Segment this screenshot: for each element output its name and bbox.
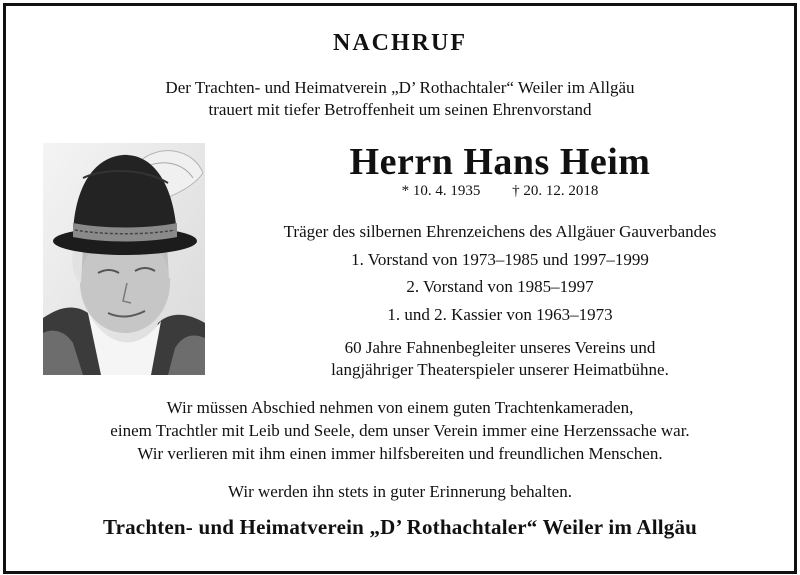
honor-line-3: 2. Vorstand von 1985–1997 — [406, 277, 594, 296]
tribute-line-2: einem Trachtler mit Leib und Seele, dem unser Verein immer eine Herzenssache war. — [110, 421, 690, 440]
honor-line-1: Träger des silbernen Ehrenzeichens des Allgäuer Gauverbandes — [283, 222, 717, 241]
signature-line: Trachten- und Heimatverein „D’ Rothachtaler“ Weiler im Allgäu — [102, 515, 698, 539]
birth-date: * 10. 4. 1935 — [401, 183, 481, 199]
portrait-photo — [43, 143, 205, 375]
obituary-heading: NACHRUF — [333, 30, 467, 56]
portrait-illustration — [43, 143, 205, 375]
death-date: † 20. 12. 2018 — [512, 183, 599, 199]
tribute-line-3: Wir verlieren mit ihm einen immer hilfsbereiten und freundlichen Menschen. — [137, 444, 663, 463]
honor-line-4: 1. und 2. Kassier von 1963–1973 — [387, 305, 613, 324]
honor-line-5: 60 Jahre Fahnenbegleiter unseres Vereins und — [344, 338, 656, 357]
honor-line-6: langjähriger Theaterspieler unserer Heimatbühne. — [331, 360, 669, 379]
closing-line: Wir werden ihn stets in guter Erinnerung behalten. — [228, 482, 572, 501]
deceased-name: Herrn Hans Heim — [349, 141, 651, 183]
life-dates — [330, 183, 670, 200]
tribute-line-1: Wir müssen Abschied nehmen von einem guten Trachtenkameraden, — [166, 398, 634, 417]
honor-line-2: 1. Vorstand von 1973–1985 und 1997–1999 — [351, 250, 649, 269]
intro-line-2: trauert mit tiefer Betroffenheit um seinen Ehrenvorstand — [208, 100, 592, 119]
intro-line-1: Der Trachten- und Heimatverein „D’ Rothachtaler“ Weiler im Allgäu — [165, 78, 635, 97]
